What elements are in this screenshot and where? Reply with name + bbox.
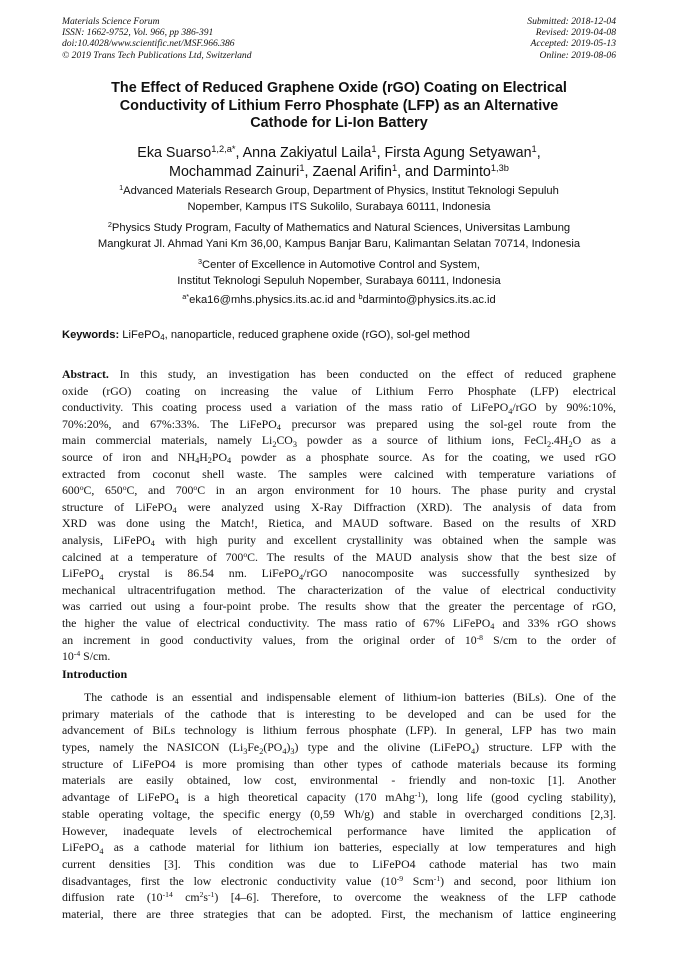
superscript: -1 [414,790,422,800]
text-run: powder as a source of lithium ions, FeCl [296,433,547,448]
subscript: 4 [174,796,179,806]
subscript: 3 [290,746,295,756]
body-line [62,873,616,890]
subscript: 2 [272,439,277,449]
subscript: 4 [226,456,232,466]
subscript: 4 [276,423,281,433]
subscript: 2 [207,456,212,466]
body-line: material, there are three strategies that can be adopted. First, the mechanism of lattice engineering [62,906,616,921]
body-line [62,789,616,806]
text-run: C, 650 [83,483,123,498]
affiliation-line: Nopember, Kampus ITS Sukolilo, Surabaya 60111, Indonesia [187,200,491,213]
affiliation-text: Physics Study Program, Faculty of Mathematics and Natural Sciences, Universitas Lambung [111,222,571,234]
abstract-line: was carried out using a four-point probe. The results show that the greater the percentage of rGO, [62,599,616,614]
subscript: 4 [471,746,476,756]
title-line: Cathode for Li-Ion Battery [250,115,428,131]
abstract-line: oxide (rGO) coating on increasing the value of Lithium Ferro Phosphate (LFP) electrical [62,383,616,398]
abstract-line [62,482,616,499]
author-sup: 1,2,a* [211,144,236,155]
subscript: 4 [508,406,513,416]
affiliation-2 [62,221,616,252]
text-run: s [203,890,208,905]
subscript: 4 [150,539,155,549]
subscript: 4 [195,456,200,466]
email-text [62,293,616,309]
abstract-label: Abstract. [62,367,109,381]
author-line: Eka Suarso$^{1,2,a*}$, Anna Zakiyatul Laila$^1$, Firsta Agung Setyawan$^1$, [137,144,541,161]
abstract-line [62,648,616,665]
journal-info [62,16,252,61]
superscript: 2 [199,890,204,900]
text-run: ), long life (good cycling stability), [421,790,616,805]
subscript: 4 [99,846,104,856]
body-line [62,889,616,906]
subscript: 4 [160,333,165,343]
text-run: In this study, an investigation has been conducted on the effect of reduced graphene [108,367,616,381]
section-heading-introduction: Introduction [62,667,128,681]
text-run: ) [286,740,291,755]
revised-date: Revised: 2019-04-08 [535,27,616,39]
body-line: primary materials of the cathode that is interesting to be developed and can be used for the [62,706,616,721]
abstract-line: extracted from coconut shell waste. The samples were calcined with temperature variations of [62,466,616,481]
text-run: diffusion rate (10 [62,890,163,905]
abstract-line: XRD was done using the Match!, Rietica, and MAUD software. Based on the results of XRD [62,516,616,531]
text-run: 70%:20%, and 67%:33%. The LiFePO [62,416,277,431]
text-run: advantage of LiFePO [62,790,175,805]
text-run: CO [276,433,293,448]
author-name: Eka Suarso [137,145,212,161]
abstract-line [62,366,616,383]
abstract-line [62,632,616,649]
subscript: 2 [568,439,573,449]
author-sup: 1 [299,162,305,173]
affiliation-sup: 3 [197,257,203,267]
text-run: C. The results of the MAUD analysis show that the best size of [247,549,616,564]
text-run: is a high theoretical capacity (170 mAhg [178,790,415,805]
text-run: S/cm to the order of [483,632,616,647]
title-line: Conductivity of Lithium Ferro Phosphate (LFP) as an Alternative [119,97,559,114]
journal-name: Materials Science Forum [62,16,160,27]
author-list [62,144,616,181]
text-run: disadvantages, first the low electronic conductivity value (10 [62,873,397,888]
accepted-date: Accepted: 2019-05-13 [530,38,616,50]
body-line: stable operating voltage, the specific energy (0,59 Wh/g) and stable in overcharged conditions [2,3]. [62,806,616,821]
affiliation-sup: 2 [107,220,112,230]
superscript: -1 [208,890,215,900]
text-run: ) and second, poor lithium ion [440,873,616,888]
text-run: ) [4–6]. Therefore, to overcome the weakness of the LFP cathode [214,890,616,905]
email-conjunction: and [333,294,359,306]
abstract-line [62,432,616,449]
superscript: -14 [162,890,173,900]
introduction-body [62,689,616,923]
author-name: , Firsta Agung Setyawan [376,145,532,161]
superscript: o [122,483,127,493]
text-run: main commercial materials, namely Li [62,433,273,448]
text-run: LiFePO [62,566,100,581]
author-sup: 1 [531,144,537,155]
subscript: 4 [99,572,104,582]
author-line [62,163,616,182]
text-run: 10 [62,649,74,664]
body-line [62,839,616,856]
body-line: advancement of BiLs technology is lithium ferrous phosphate (LFP). In general, LFP has two main [62,723,616,738]
affiliation-text: Center of Excellence in Automotive Control and System, [202,259,480,271]
email-link[interactable]: eka16@mhs.physics.its.ac.id [189,294,334,306]
text-run: crystal is 86.54 nm. LiFePO [103,566,300,581]
affiliation-line: Institut Teknologi Sepuluh Nopember, Surabaya 60111, Indonesia [177,274,501,287]
keyword-text: LiFePO [119,329,161,341]
author-name: , Anna Zakiyatul Laila [235,145,372,161]
abstract-line [62,449,616,466]
superscript: o [79,483,84,493]
submitted-date: Submitted: 2018-12-04 [527,16,616,27]
text-run: types, namely the NASICON (Li [62,740,244,755]
body-line: current densities [3]. This condition was due to LiFePO4 cathode material has two main [62,856,616,871]
text-run: C, and 700 [126,483,194,498]
copyright-line: © 2019 Trans Tech Publications Ltd, Switzerland [62,49,252,61]
email-sup: b [358,292,363,302]
abstract-line: mechanical ultracentrifugation method. The characterization of the value of electrical conductivity [62,582,616,597]
text-run: calcined at a temperature of 700 [62,549,244,564]
text-run: powder as a phosphate source. As for the coating, we used rGO [231,449,616,464]
affiliation-line [62,184,616,200]
text-run: cm [172,890,200,905]
text-run: S/cm. [80,649,111,664]
keywords-line [62,328,616,342]
keyword-text: , nanoparticle, reduced graphene oxide (rGO), sol-gel method [164,329,470,341]
superscript: -9 [396,873,404,883]
abstract-line [62,499,616,516]
text-run: and 33% rGO shows [494,615,616,630]
abstract-line [62,565,616,582]
author-sup: 1 [391,162,398,173]
subscript: 3 [243,746,248,756]
text-run: structure of LiFePO [62,499,173,514]
text-run: H [199,449,208,464]
issn-line: ISSN: 1662-9752, Vol. 966, pp 386-391 [62,27,214,39]
email-line [62,293,616,309]
subscript: 3 [292,439,297,449]
subscript: 4 [172,506,177,516]
title-line: The Effect of Reduced Graphene Oxide (rGO) Coating on Electrical [111,80,567,96]
author-name: , and Darminto [397,163,491,180]
author-sup: 1 [371,144,377,155]
text-run: .4H [551,433,569,448]
subscript: 2 [259,746,264,756]
abstract-line [62,532,616,549]
subscript: 2 [546,439,552,449]
body-line: materials are easily obtained, low cost, environmental - friendly and non-toxic [1]. Another [62,773,616,788]
superscript: o [193,483,198,493]
abstract-line [62,549,616,566]
superscript: -4 [73,649,81,659]
text-run: LiFePO [62,840,100,855]
text-run: 600 [62,483,80,498]
text-run: /rGO nanocomposite was successfully synthesized by [303,566,616,581]
body-line [62,739,616,756]
abstract-line [62,399,616,416]
affiliation-1 [62,184,616,215]
author-sup: 1,3b [490,162,509,173]
author-name: , Zaenal Arifin [304,163,392,180]
superscript: -8 [476,632,484,642]
text-run: an increment in good conductivity values, from the original order of 10 [62,632,477,647]
text-run: source of iron and NH [62,449,196,464]
abstract-line [62,615,616,632]
text-run: conductivity. This coating process used a variation of the mass ratio of LiFePO [62,400,509,415]
text-run: the higher the value of electrical conductivity. The mass ratio of 67% LiFePO [62,615,491,630]
text-run: C in an argon environment for 10 hours. The phase purity and crystal [197,483,616,498]
affiliation-sup: 1 [119,183,124,193]
text-run: with high purity and excellent crystallinity was obtained when the sample was [154,532,616,547]
text-run: analysis, LiFePO [62,532,151,547]
text-run: as a cathode material for lithium ion batteries, especially at low temperatures and high [103,840,616,855]
subscript: 4 [282,746,287,756]
text-run: PO [211,449,227,464]
paper-title [62,80,616,133]
body-line: structure of LiFePO4 is more promising than other types of cathode materials because its forming [62,756,616,771]
body-line: However, inadequate levels of electrochemical performance have limited the application of [62,823,616,838]
author-name: Mochammad Zainuri [169,163,300,180]
affiliation-text: Advanced Materials Research Group, Department of Physics, Institut Teknologi Sepuluh [123,185,559,197]
text-run: were analyzed using X-Ray Diffraction (XRD). The analysis of data from [176,499,616,514]
keywords-label: Keywords: [62,329,120,341]
affiliation-line: Mangkurat Jl. Ahmad Yani Km 36,00, Kampus Banjar Baru, Kalimantan Selatan 70714, Indonesia [97,237,581,250]
affiliation-line [62,221,616,237]
superscript: o [243,549,248,559]
affiliation-3 [62,258,616,289]
submission-dates [527,16,616,61]
superscript: -1 [433,873,441,883]
text-run: /rGO by 90%:10%, [512,400,616,415]
body-line: The cathode is an essential and indispensable element of lithium-ion batteries (BiLs). One of the [84,690,616,704]
abstract [62,366,616,665]
subscript: 4 [490,622,495,632]
email-link[interactable]: darminto@physics.its.ac.id [362,294,496,306]
text-run: O as a [572,433,616,448]
affiliation-line [62,258,616,274]
text-run: Scm [403,873,434,888]
subscript: 4 [299,572,304,582]
text-run: precursor was prepared using the sol-gel route from the [280,416,616,431]
online-date: Online: 2019-08-06 [539,49,616,61]
text-run: Fe [247,740,260,755]
text-run: ) type and the olivine (LiFePO [294,740,472,755]
email-sup: a* [182,292,190,302]
text-run: (PO [263,740,283,755]
abstract-line [62,416,616,433]
text-run: ) structure. LFP with the [475,740,616,755]
doi-line: doi:10.4028/www.scientific.net/MSF.966.386 [62,38,235,50]
